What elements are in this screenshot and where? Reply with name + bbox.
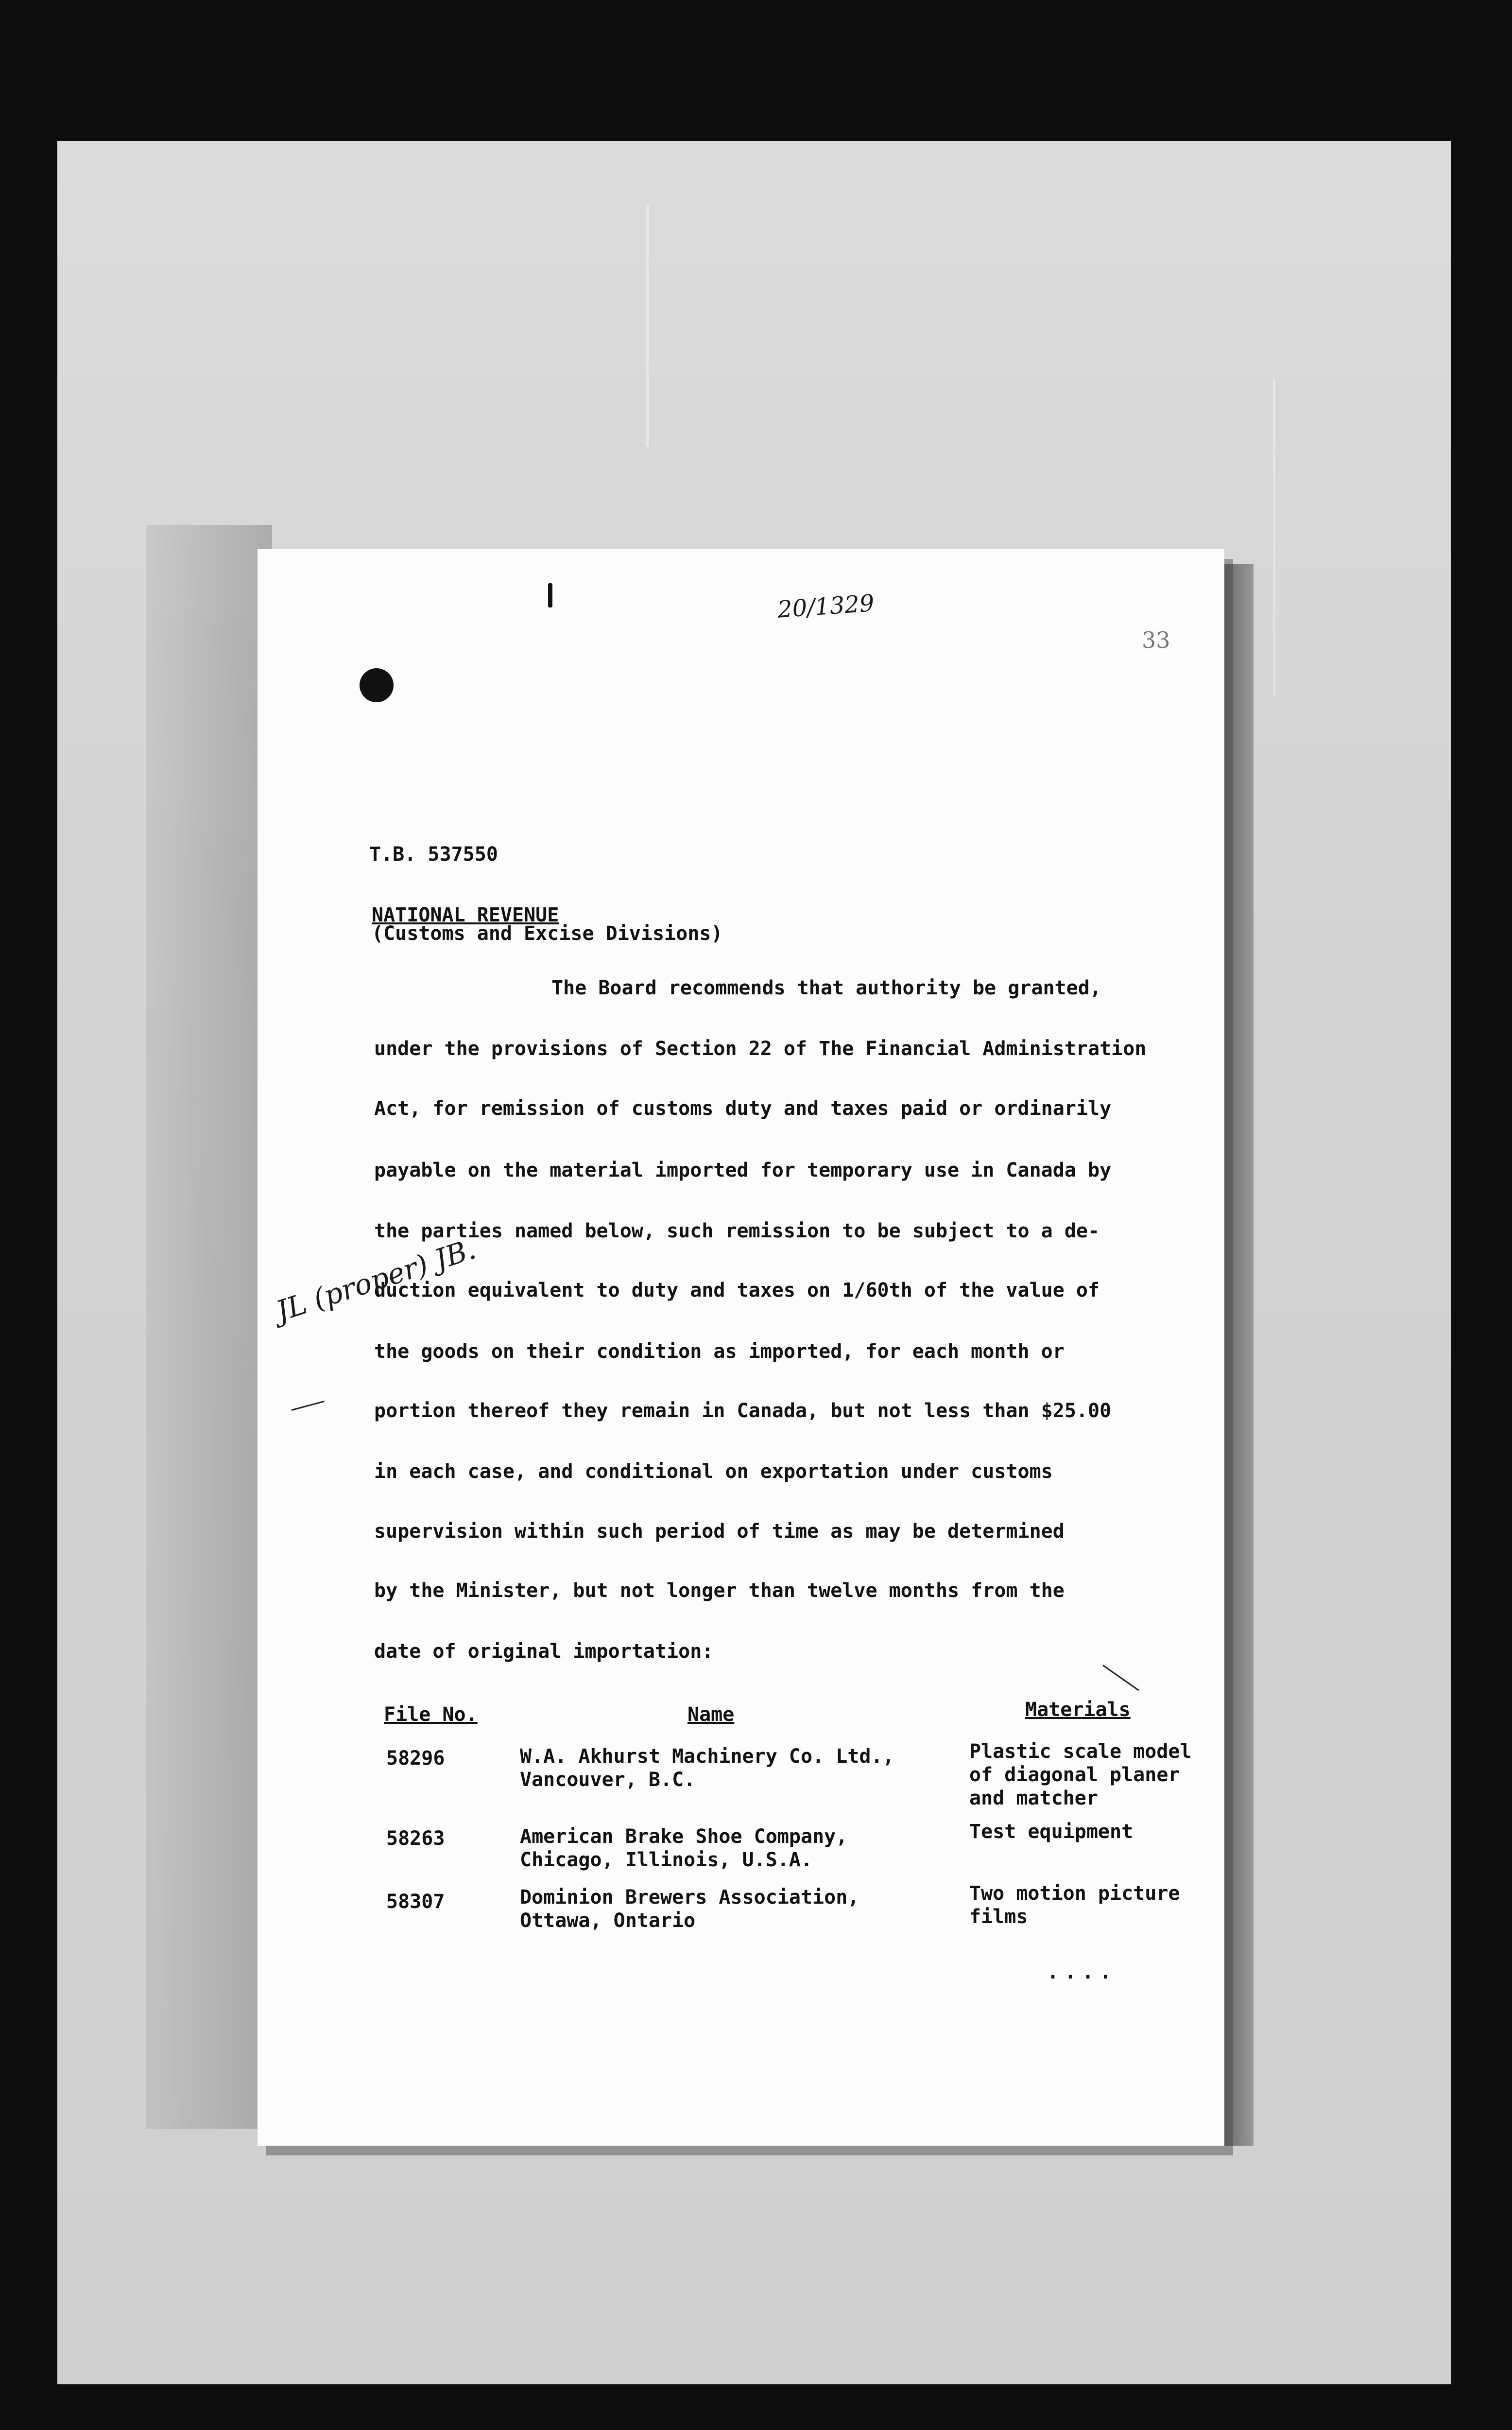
paragraph-line: the goods on their condition as imported, for each month or: [374, 1340, 1065, 1363]
paragraph-line: under the provisions of Section 22 of The Financial Administration: [374, 1038, 1147, 1060]
column-header-name: Name: [687, 1703, 735, 1726]
file-number: 58263: [386, 1827, 445, 1850]
paragraph-line: in each case, and conditional on exportation under customs: [374, 1460, 1053, 1483]
film-scratch: [1273, 379, 1275, 695]
tb-number: T.B. 537550: [369, 843, 498, 866]
column-header-file-no: File No.: [384, 1703, 478, 1726]
ink-mark: [548, 583, 552, 608]
paragraph-line: portion thereof they remain in Canada, but not less than $25.00: [374, 1400, 1112, 1422]
column-header-materials: Materials: [1025, 1699, 1131, 1721]
company-name: Dominion Brewers Association, Ottawa, Ontario: [520, 1886, 859, 1932]
company-name: W.A. Akhurst Machinery Co. Ltd., Vancouver, B.C.: [520, 1745, 894, 1791]
paragraph-line: payable on the material imported for temporary use in Canada by: [374, 1159, 1112, 1181]
file-number: 58307: [386, 1891, 445, 1913]
film-scratch: [646, 204, 649, 447]
paragraph-line: duction equivalent to duty and taxes on 1/60th of the value of: [374, 1279, 1100, 1302]
department-title: NATIONAL REVENUE: [372, 904, 559, 926]
materials-description: Plastic scale model of diagonal planer and matcher: [969, 1740, 1192, 1809]
paragraph-line: supervision within such period of time as may be determined: [374, 1520, 1065, 1543]
page-number: 33: [1142, 627, 1170, 653]
materials-description: Two motion picture films: [969, 1882, 1180, 1928]
handwritten-file-reference: 20/1329: [776, 590, 876, 624]
paragraph-line: the parties named below, such remission to be subject to a de-: [374, 1220, 1100, 1242]
paragraph-line: The Board recommends that authority be granted,: [551, 977, 1101, 999]
department-subtitle: (Customs and Excise Divisions): [372, 922, 723, 945]
paragraph-line: by the Minister, but not longer than twelve months from the: [374, 1580, 1065, 1602]
paper-shadow: [146, 525, 272, 2129]
paper-edge-shadow: [1224, 564, 1254, 2146]
materials-description: Test equipment: [969, 1821, 1134, 1843]
paragraph-line: date of original importation:: [374, 1640, 714, 1663]
continuation-dots: ....: [1047, 1961, 1117, 1983]
company-name: American Brake Shoe Company, Chicago, Illinois, U.S.A.: [520, 1825, 848, 1871]
punch-hole: [360, 668, 394, 702]
file-number: 58296: [386, 1747, 445, 1770]
handwritten-margin-initials: JL (proper) JB.: [272, 1232, 480, 1328]
paragraph-line: Act, for remission of customs duty and taxes paid or ordinarily: [374, 1097, 1112, 1120]
